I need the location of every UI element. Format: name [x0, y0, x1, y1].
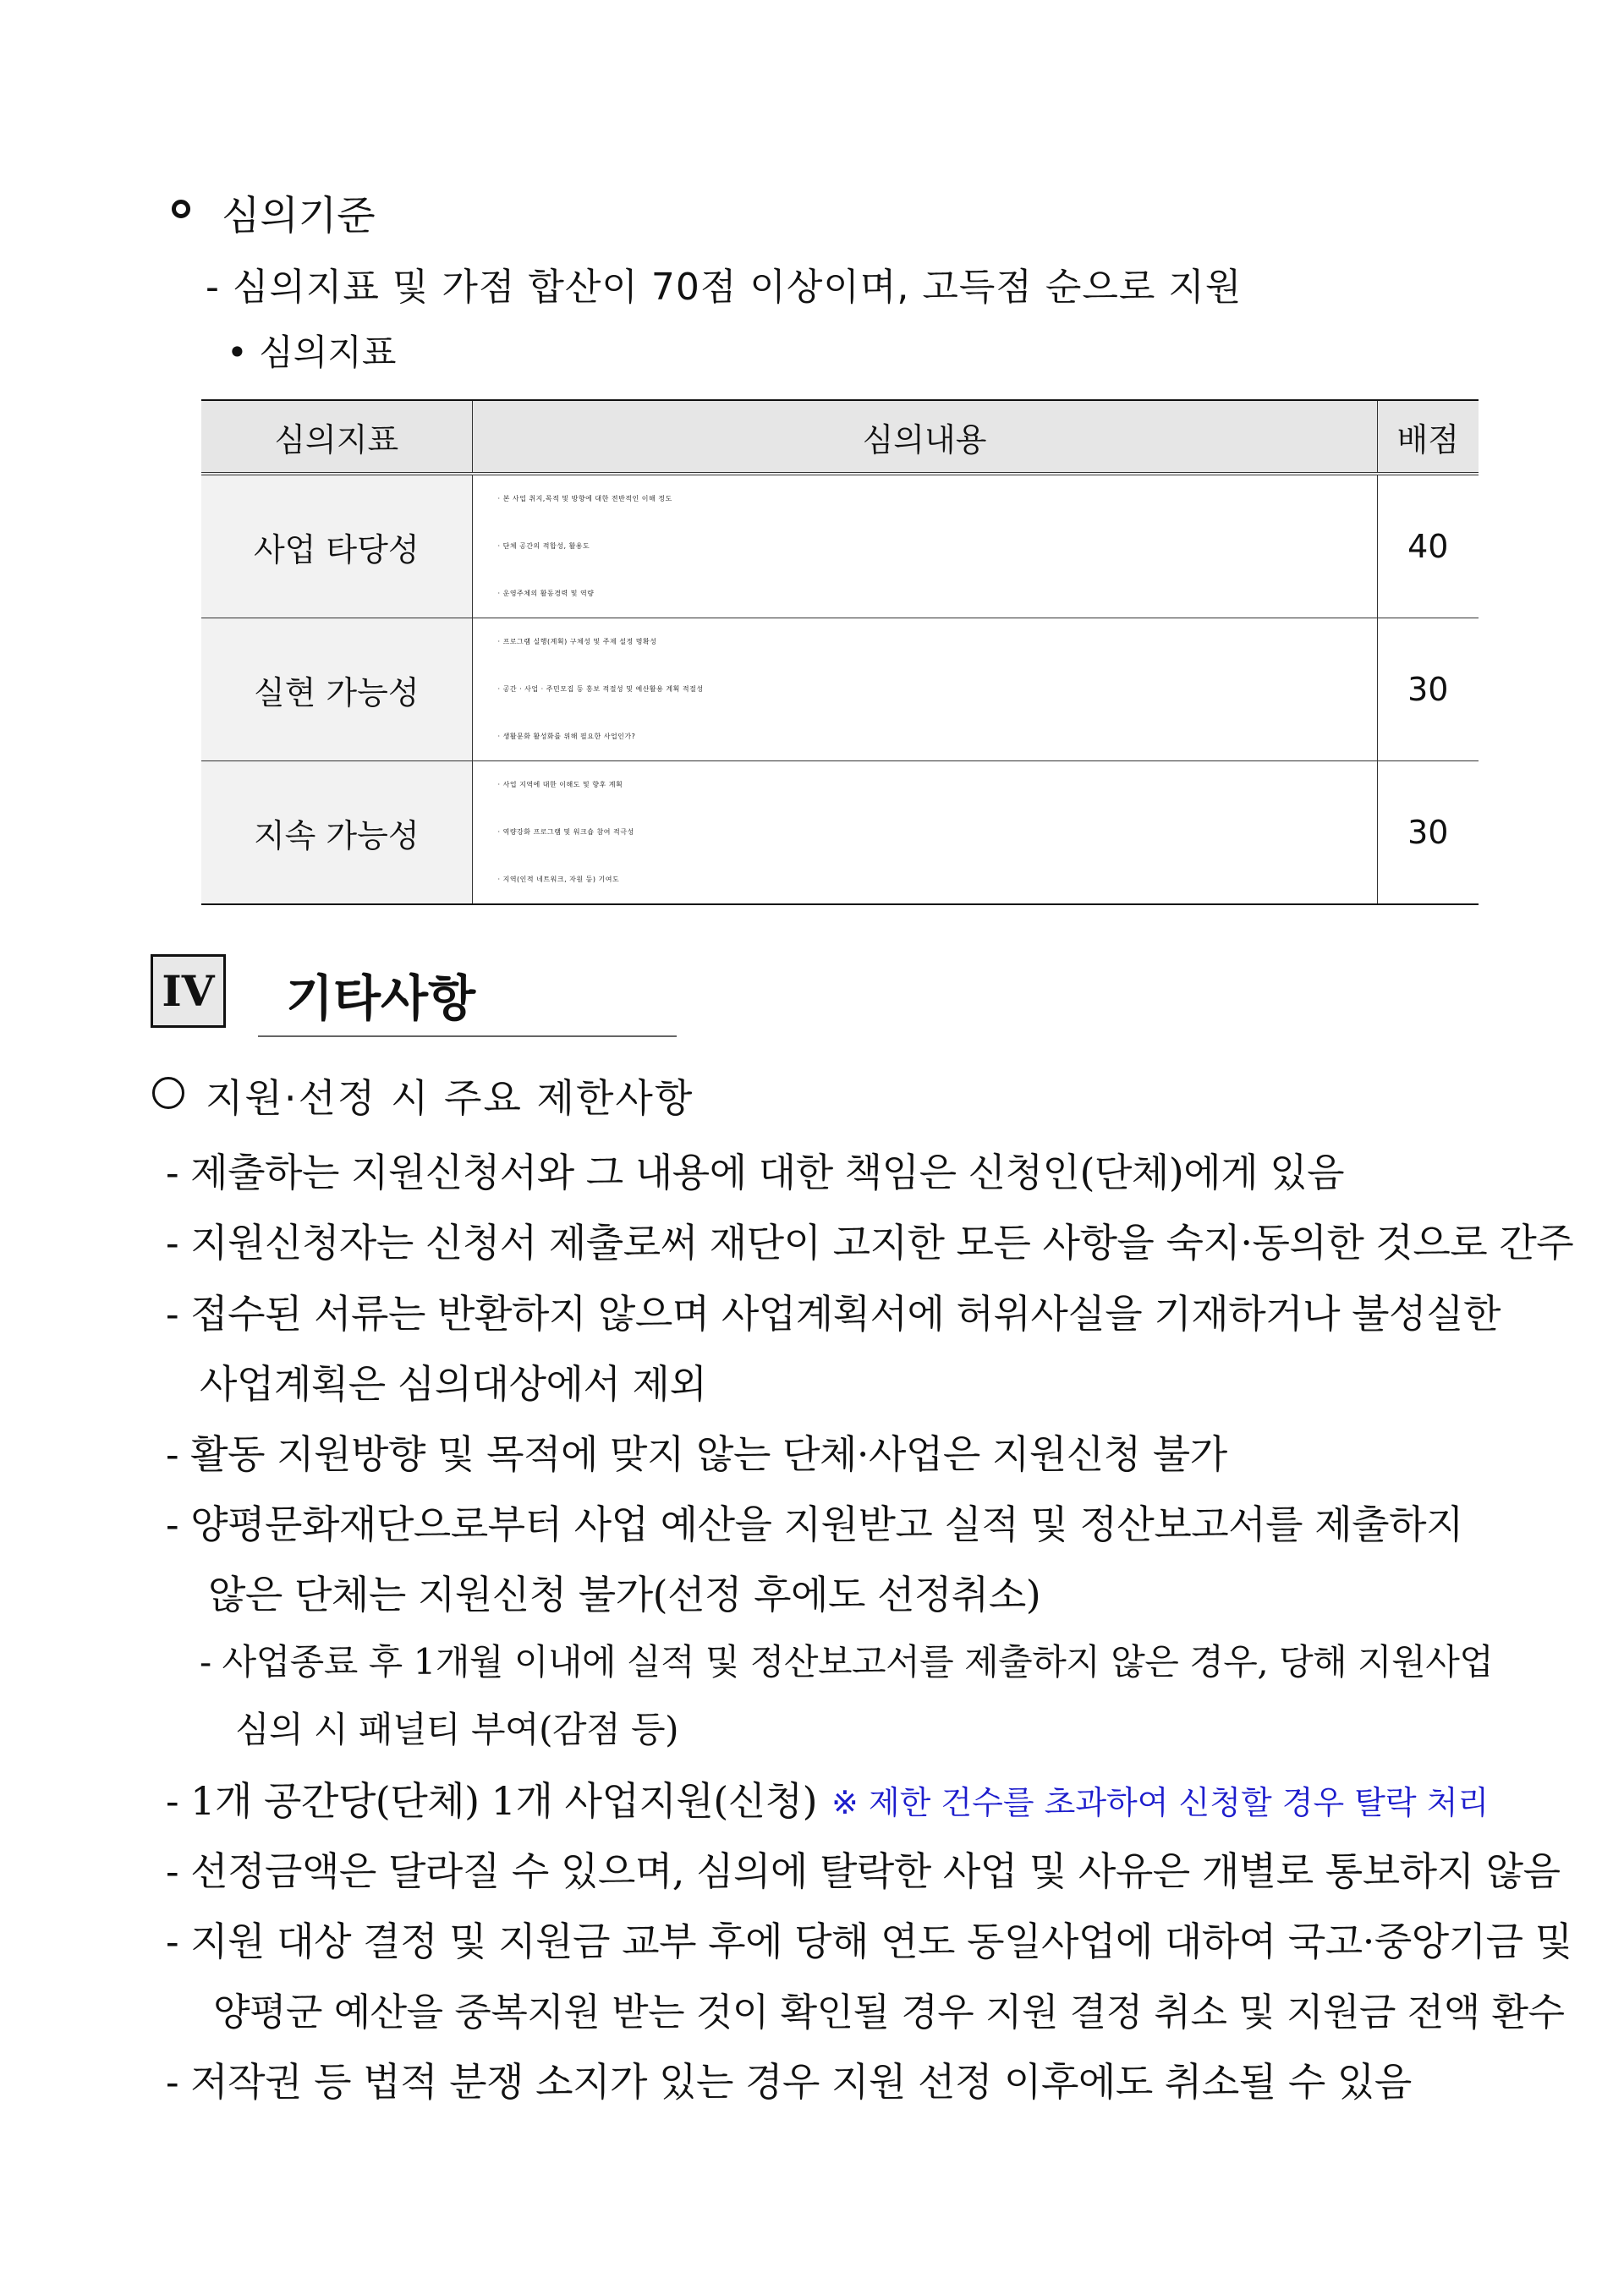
bullet-circle-icon	[172, 200, 190, 218]
criteria-line: - 심의지표 및 가점 합산이 70점 이상이며, 고득점 순으로 지원	[206, 266, 1243, 309]
restriction-heading: 지원·선정 시 주요 제한사항	[206, 1075, 694, 1121]
list-item: - 제출하는 지원신청서와 그 내용에 대한 책임은 신청인(단체)에게 있음	[166, 1150, 1345, 1195]
content-line: · 생활문화 활성화를 위해 필요한 사업인가?	[497, 733, 636, 740]
list-item: - 지원 대상 결정 및 지원금 교부 후에 당해 연도 동일사업에 대하여 국고·중앙기금 및	[166, 1919, 1572, 1964]
row-category: 실현 가능성	[201, 618, 472, 761]
list-sub-item: - 사업종료 후 1개월 이내에 실적 및 정산보고서를 제출하지 않은 경우, 당해 지원사업	[200, 1641, 1494, 1683]
row-contents	[472, 474, 1377, 618]
list-item: - 지원신청자는 신청서 제출로써 재단이 고지한 모든 사항을 숙지·동의한 것으로 간주	[166, 1220, 1574, 1266]
header-index: 심의지표	[201, 400, 472, 474]
section-number-box: IV	[151, 954, 226, 1028]
row-contents	[472, 761, 1377, 905]
table-row	[201, 761, 1479, 905]
header-score: 배점	[1377, 400, 1479, 474]
list-item: - 활동 지원방향 및 목적에 맞지 않는 단체·사업은 지원신청 불가	[166, 1431, 1227, 1477]
bullet-hollow-circle-icon	[152, 1077, 184, 1109]
list-item: - 1개 공간당(단체) 1개 사업지원(신청)	[166, 1778, 818, 1824]
content-line: · 공간 · 사업 · 주민모집 등 홍보 적절성 및 예산활용 계획 적절성	[497, 685, 704, 693]
criteria-heading: 심의기준	[222, 193, 376, 239]
row-contents	[472, 618, 1377, 761]
list-item-continuation: 양평군 예산을 중복지원 받는 것이 확인될 경우 지원 결정 취소 및 지원금 전액 환수	[213, 1990, 1565, 2034]
index-subheading: • 심의지표	[227, 332, 397, 373]
limit-note: ※ 제한 건수를 초과하여 신청할 경우 탈락 처리	[831, 1784, 1490, 1821]
list-item: - 저작권 등 법적 분쟁 소지가 있는 경우 지원 선정 이후에도 취소될 수 있음	[166, 2059, 1412, 2105]
content-line: · 지역(인적 네트워크, 자원 등) 기여도	[497, 876, 620, 883]
row-category: 지속 가능성	[201, 761, 472, 905]
title-underline	[258, 1035, 677, 1037]
content-line: · 사업 지역에 대한 이해도 및 향후 계획	[497, 781, 623, 788]
content-line: · 운영주체의 활동경력 및 역량	[497, 590, 595, 597]
list-item: - 선정금액은 달라질 수 있으며, 심의에 탈락한 사업 및 사유은 개별로 통보하지 않음	[166, 1848, 1561, 1894]
section-title: 기타사항	[286, 969, 476, 1027]
table-header-row	[201, 400, 1479, 474]
row-score: 30	[1377, 761, 1479, 905]
evaluation-table	[201, 399, 1479, 905]
content-line: · 역량강화 프로그램 및 워크숍 참여 적극성	[497, 828, 634, 836]
row-category: 사업 타당성	[201, 474, 472, 618]
table-row	[201, 474, 1479, 618]
list-item: - 양평문화재단으로부터 사업 예산을 지원받고 실적 및 정산보고서를 제출하지	[166, 1502, 1463, 1547]
list-item: - 접수된 서류는 반환하지 않으며 사업계획서에 허위사실을 기재하거나 불성실한	[166, 1291, 1501, 1337]
list-item-continuation: 사업계획은 심의대상에서 제외	[200, 1361, 707, 1407]
content-line: · 프로그램 실행(계획) 구체성 및 주제 설정 명확성	[497, 638, 657, 645]
content-line: · 본 사업 취지,목적 및 방향에 대한 전반적인 이해 정도	[497, 495, 672, 502]
row-score: 30	[1377, 618, 1479, 761]
list-item-continuation: 않은 단체는 지원신청 불가(선정 후에도 선정취소)	[208, 1572, 1041, 1617]
list-sub-item-continuation: 심의 시 패널티 부여(감점 등)	[235, 1709, 678, 1750]
header-content: 심의내용	[472, 400, 1377, 474]
content-line: · 단체 공간의 적합성, 활용도	[497, 542, 590, 550]
row-score: 40	[1377, 474, 1479, 618]
table-row	[201, 618, 1479, 761]
